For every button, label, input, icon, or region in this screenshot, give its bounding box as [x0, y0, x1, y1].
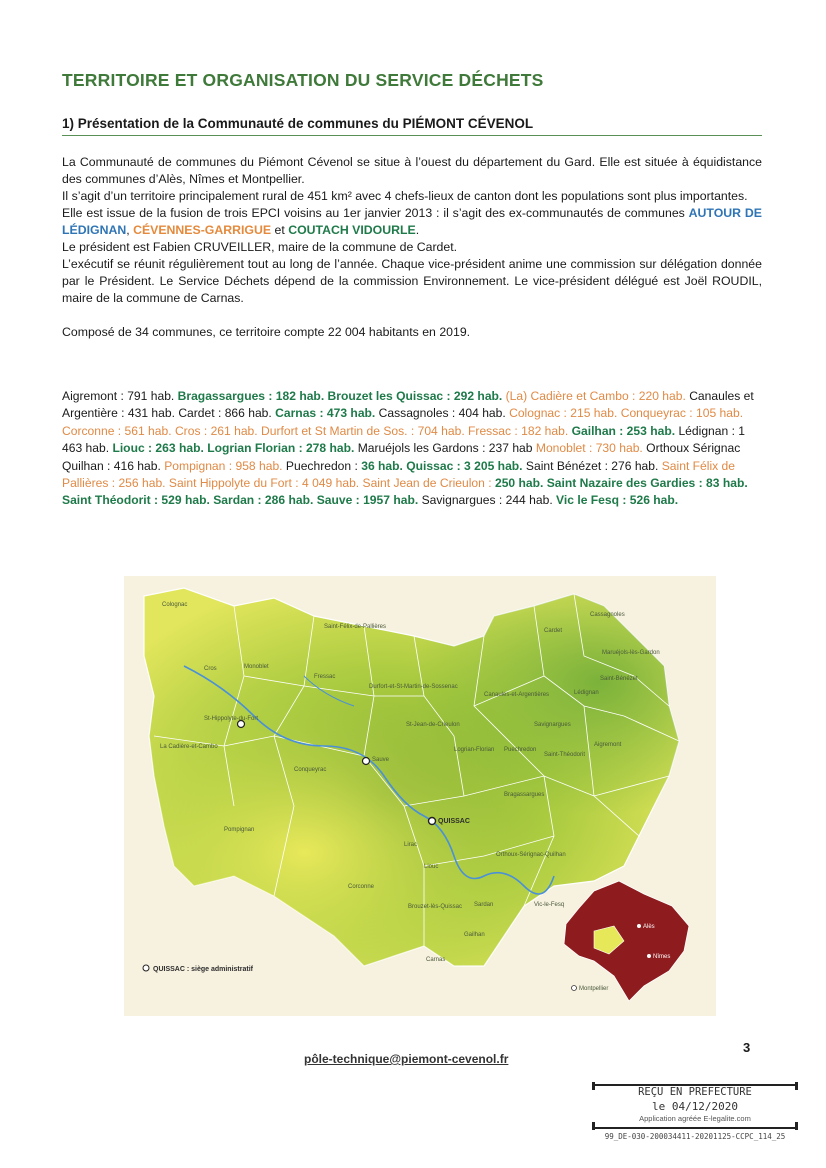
commune-entry: Savignargues : 244 hab.: [421, 493, 557, 508]
section-divider: [62, 135, 762, 136]
label-colognac: Colognac: [162, 602, 188, 608]
commune-entry: Puechredon :: [285, 458, 362, 473]
label-ales: Alès: [643, 924, 655, 930]
label-fressac: Fressac: [314, 674, 336, 680]
fusion-end: .: [415, 223, 420, 237]
territory-map: [124, 576, 716, 1016]
legend-marker: [143, 965, 149, 971]
stamp-app: Application agréée E-legalite.com: [639, 1114, 751, 1123]
prefecture-stamp: [592, 1078, 798, 1144]
label-liouc: Liouc: [424, 864, 439, 870]
epci-cevennes-garrigue: CÉVENNES-GARRIGUE: [133, 223, 272, 237]
fusion-sep-1: ,: [126, 223, 134, 237]
commune-entry: Saint Bénézet : 276 hab.: [525, 458, 662, 473]
label-sardan: Sardan: [474, 902, 494, 908]
contact-email-link[interactable]: pôle-technique@piemont-cevenol.fr: [304, 1052, 509, 1066]
label-savignargues: Savignargues: [534, 722, 571, 728]
fusion-text: Elle est issue de la fusion de trois EPCI voisins au 1er janvier 2013 : il s’agit des ex-communautés de communes: [62, 206, 689, 220]
commune-entry: Saint Félix de Pallières : 256 hab. Saint Hippolyte du Fort : 4 049 hab. Saint Jean de Crieulon :: [62, 458, 736, 491]
page-heading: TERRITOIRE ET ORGANISATION DU SERVICE DÉCHETS: [62, 70, 544, 90]
label-quissac: QUISSAC: [438, 818, 470, 825]
commune-entry: Conqueyrac : 105 hab. Corconne : 561 hab. Cros : 261 hab. Durfort et St Martin de Sos. : 704 hab. Fressac : 182 hab.: [62, 406, 744, 438]
label-sauve: Sauve: [372, 757, 390, 763]
commune-entry: Lédignan : 1 463 hab.: [62, 423, 746, 456]
label-bragassargues: Bragassargues: [504, 792, 545, 798]
paragraph-population: Composé de 34 communes, ce territoire compte 22 004 habitants en 2019.: [62, 325, 471, 339]
territory-map-svg: [124, 576, 716, 1016]
label-orthoux: Orthoux-Sérignac-Quilhan: [496, 852, 566, 858]
stamp-reference: 99_DE-030-200034411-20201125-CCPC_114_25: [604, 1132, 786, 1141]
label-canaules: Canaules-et-Argentières: [484, 692, 550, 698]
label-puechredon: Puechredon: [504, 747, 537, 753]
commune-entry: Gailhan : 253 hab.: [571, 423, 679, 438]
label-cros: Cros: [204, 666, 217, 672]
label-brouzet: Brouzet-lès-Quissac: [408, 904, 463, 910]
label-corconne: Corconne: [348, 884, 375, 890]
commune-entry: (La) Cadière et Cambo : 220 hab.: [505, 389, 686, 403]
commune-entry: Orthoux Sérignac Quilhan : 416 hab.: [62, 441, 741, 473]
commune-entry: Monoblet : 730 hab.: [535, 441, 647, 456]
commune-entry: 36 hab. Quissac : 3 205 hab.: [361, 458, 526, 473]
label-durfort: Durfort-et-St-Martin-de-Sossenac: [369, 684, 458, 690]
ales-marker: [637, 924, 641, 928]
label-aigremont: Aigremont: [594, 742, 622, 748]
label-carnas: Carnas: [426, 957, 446, 963]
commune-entry: Colognac : 215 hab.: [509, 406, 621, 421]
paragraph-executive: L’exécutif se réunit régulièrement tout au long de l’année. Chaque vice-président anime une commission sur délégation donnée par le Président. Le Service Déchets dépend de la commission Environnement. Le vice-président délégué est Joël ROUDIL, maire de la commune de Carnas.: [62, 257, 762, 305]
label-cassagnoles: Cassagnoles: [590, 612, 625, 618]
paragraph-location: La Communauté de communes du Piémont Cévenol se situe à l’ouest du département du Gard. Elle est située à équidistance des communes d’Alès, Nîmes et Montpellier.: [62, 155, 762, 186]
label-lirac: Lirac: [404, 842, 418, 848]
commune-entry: Liouc : 263 hab. Logrian Florian : 278 hab.: [112, 441, 358, 456]
label-st-theodorit: Saint-Théodorit: [544, 752, 586, 758]
label-st-jean: St-Jean-de-Crieulon: [406, 722, 460, 728]
commune-entry: Vic le Fesq : 526 hab.: [556, 493, 679, 508]
paragraph-fusion: [62, 205, 762, 239]
montpellier-marker: [572, 986, 577, 991]
label-monoblet: Monoblet: [244, 664, 269, 670]
label-st-benezet: Saint-Bénézet: [600, 676, 638, 682]
label-vic-le-fesq: Vic-le-Fesq: [534, 902, 565, 908]
stamp-date: le 04/12/2020: [651, 1100, 739, 1113]
nimes-marker: [647, 954, 651, 958]
label-st-felix: Saint-Félix-de-Pallières: [324, 624, 387, 630]
commune-entry: Bragassargues : 182 hab. Brouzet les Quissac : 292 hab.: [177, 389, 506, 403]
epci-coutach-vidourle: COUTACH VIDOURLE: [288, 223, 416, 237]
commune-entry: 250 hab. Saint Nazaire des Gardies : 83 hab. Saint Théodorit : 529 hab. Sardan : 286 hab. Sauve : 1957 hab.: [62, 476, 748, 508]
label-nimes: Nîmes: [653, 954, 671, 960]
label-logrian: Logrian-Florian: [454, 747, 495, 753]
epci-autour-de-ledignan: AUTOUR DE LÉDIGNAN: [62, 206, 762, 237]
label-la-cadiere: La Cadière-et-Cambo: [160, 744, 218, 750]
commune-entry: Aigremont : 791 hab.: [62, 389, 178, 403]
commune-entry: Canaules et Argentière : 431 hab. Cardet : 866 hab.: [62, 389, 754, 421]
label-cardet: Cardet: [544, 628, 563, 634]
label-st-hippolyte: St-Hippolyte-du-Fort: [204, 716, 259, 722]
fusion-sep-2: et: [271, 223, 289, 237]
commune-entry: Maruéjols les Gardons : 237 hab: [357, 441, 536, 456]
label-gailhan: Gailhan: [464, 932, 485, 938]
sauve-marker: [363, 758, 370, 765]
stamp-frame-bottom: [592, 1127, 798, 1129]
communes-list: [62, 388, 762, 510]
label-ledignan: Lédignan: [574, 690, 599, 696]
map-legend: QUISSAC : siège administratif: [153, 966, 253, 973]
stamp-received: REÇU EN PREFECTURE: [638, 1086, 752, 1098]
presentation-text: [62, 154, 762, 341]
label-pompignan: Pompignan: [224, 827, 255, 833]
page-number: 3: [743, 1040, 751, 1055]
section-title: 1) Présentation de la Communauté de communes du PIÉMONT CÉVENOL: [62, 116, 534, 131]
quissac-marker: [429, 818, 436, 825]
label-maruejols: Maruéjols-lès-Gardon: [602, 650, 660, 656]
commune-entry: Pompignan : 958 hab.: [164, 458, 286, 473]
label-conqueyrac: Conqueyrac: [294, 767, 327, 773]
commune-entry: Carnas : 473 hab.: [275, 406, 379, 421]
commune-entry: Cassagnoles : 404 hab.: [378, 406, 510, 421]
label-montpellier: Montpellier: [579, 986, 609, 992]
paragraph-territory: Il s’agit d’un territoire principalement rural de 451 km² avec 4 chefs-lieux de canton dont les populations sont plus importantes.: [62, 189, 748, 203]
paragraph-president: Le président est Fabien CRUVEILLER, maire de la commune de Cardet.: [62, 240, 458, 254]
